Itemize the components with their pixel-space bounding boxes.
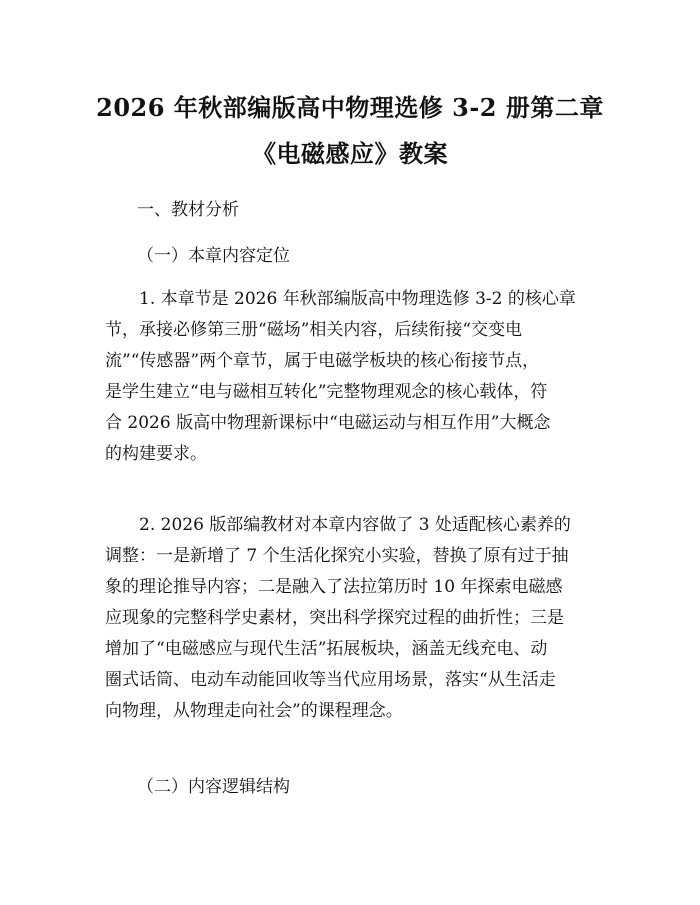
document-title-line-1: 2026 年秋部编版高中物理选修 3-2 册第二章 <box>96 93 604 122</box>
document-title-line-2: 《电磁感应》教案 <box>252 139 448 168</box>
paragraph-line: 2. 2026 版部编教材对本章内容做了 3 处适配核心素养的 <box>105 515 571 535</box>
paragraph-line: 应现象的完整科学史素材，突出科学探究过程的曲折性；三是 <box>105 608 564 628</box>
paragraph-line: 合 2026 版高中物理新课标中“电磁运动与相互作用”大概念 <box>105 413 551 433</box>
paragraph-chapter-positioning <box>105 284 600 470</box>
section-heading-textbook-analysis: 一、教材分析 <box>137 200 239 220</box>
subsection-heading-chapter-positioning: （一）本章内容定位 <box>137 246 290 266</box>
paragraph-line: 1. 本章节是 2026 年秋部编版高中物理选修 3-2 的核心章 <box>105 289 576 309</box>
paragraph-textbook-adjustments <box>105 510 600 727</box>
paragraph-line: 的构建要求。 <box>105 444 207 464</box>
paragraph-line: 象的理论推导内容；二是融入了法拉第历时 10 年探索电磁感 <box>105 577 563 597</box>
paragraph-line: 增加了“电磁感应与现代生活”拓展板块，涵盖无线充电、动 <box>105 639 548 659</box>
paragraph-line: 是学生建立“电与磁相互转化”完整物理观念的核心载体，符 <box>105 382 548 402</box>
paragraph-line: 流”“传感器”两个章节，属于电磁学板块的核心衔接节点， <box>105 351 540 371</box>
subsection-heading-logical-structure: （二）内容逻辑结构 <box>137 777 290 797</box>
paragraph-line: 节，承接必修第三册“磁场”相关内容，后续衔接“交变电 <box>105 320 523 340</box>
paragraph-line: 向物理，从物理走向社会”的课程理念。 <box>105 701 403 721</box>
paragraph-line: 圈式话筒、电动车动能回收等当代应用场景，落实“从生活走 <box>105 670 556 690</box>
paragraph-line: 调整：一是新增了 7 个生活化探究小实验，替换了原有过于抽 <box>105 546 569 566</box>
